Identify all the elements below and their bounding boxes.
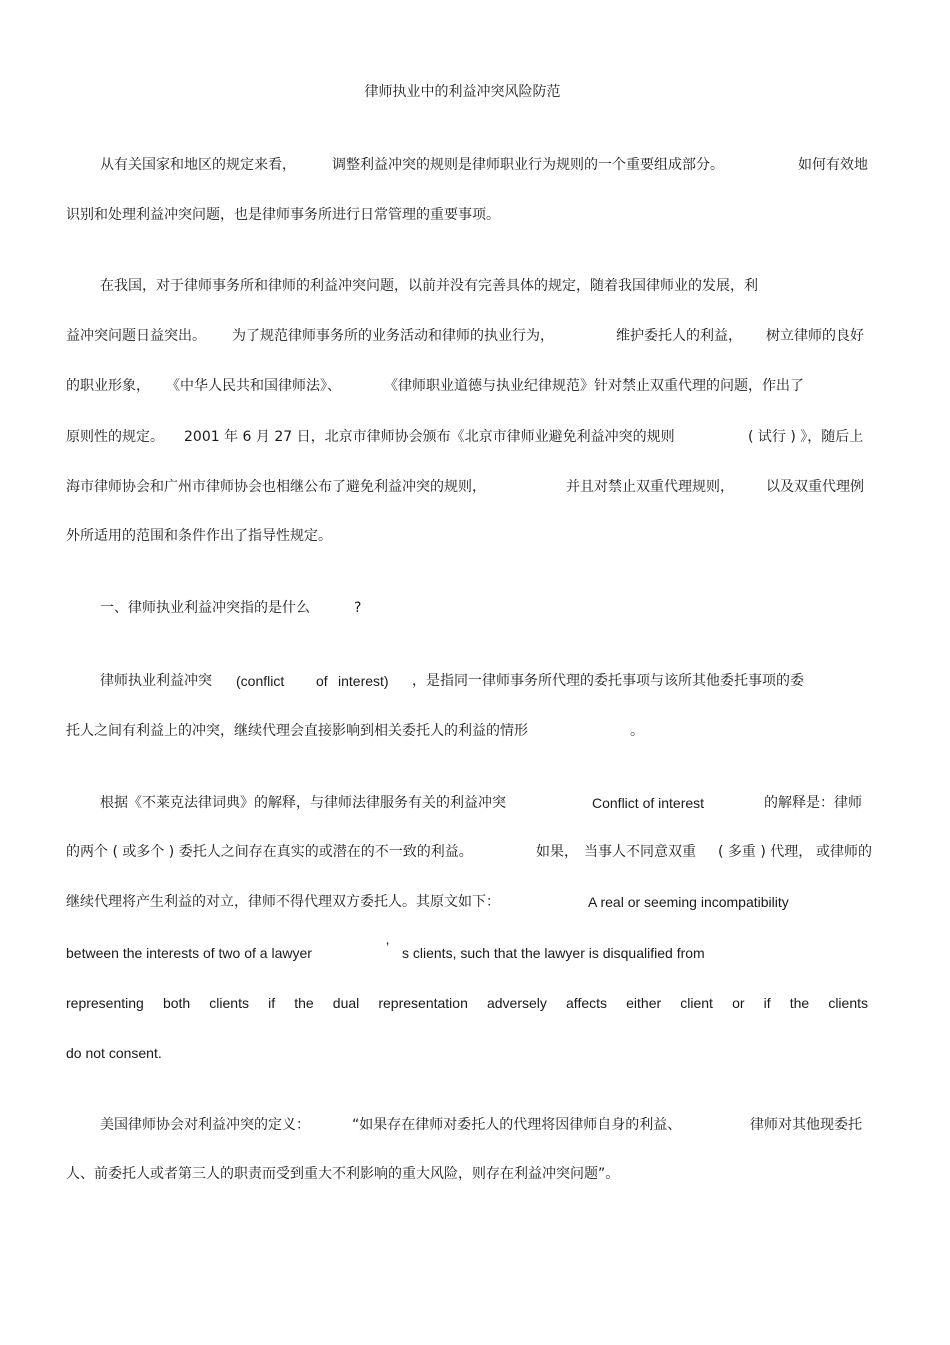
text-span: of [316, 673, 328, 689]
text-span: ( 多重 ) 代理， [718, 844, 813, 860]
word: both [162, 995, 191, 1011]
text-span: 如何有效地 [798, 157, 868, 173]
paragraph-5-line-2: 人、前委托人或者第三人的职责而受到重大不利影响的重大风险，则存在利益冲突问题”。 [66, 1166, 620, 1182]
word: dual [332, 995, 360, 1011]
word: adversely [486, 995, 547, 1011]
text-span: Conflict of interest [592, 795, 705, 811]
text-span: ，是指同一律师事务所代理的委托事项与该所其他委托事项的委 [412, 673, 804, 689]
text-span: ( 试行 ) 》，随后上 [748, 429, 864, 445]
text-span: 律师执业利益冲突 [100, 673, 212, 689]
text-span: 以及双重代理例 [766, 479, 864, 495]
text-span: 海市律师协会和广州市律师协会也相继公布了避免利益冲突的规则， [66, 479, 486, 495]
word: affects [566, 995, 608, 1011]
text-span: 的解释是：律师 [764, 795, 862, 811]
text-span: 。 [630, 723, 644, 739]
paragraph-2-line-6: 外所适用的范围和条件作出了指导性规定。 [66, 528, 332, 544]
heading-question-mark: ? [354, 600, 362, 616]
word: either [626, 995, 662, 1011]
paragraph-4-line-6: do not consent. [66, 1045, 162, 1061]
text-span: 美国律师协会对利益冲突的定义： [100, 1117, 310, 1133]
heading-text: 一、律师执业利益冲突指的是什么 [100, 600, 310, 616]
text-span: 的两个 ( 或多个 ) 委托人之间存在真实的或潜在的不一致的利益。 [66, 844, 473, 860]
text-span: 根据《不莱克法律词典》的解释，与律师法律服务有关的利益冲突 [100, 795, 506, 811]
text-span: (conflict [236, 673, 285, 689]
text-span: s clients, such that the lawyer is disqualified from [402, 945, 705, 961]
text-span: 原则性的规定。 [66, 429, 164, 445]
text-span: 《中华人民共和国律师法》、 [166, 378, 341, 394]
text-span: 《律师职业道德与执业纪律规范》针对禁止双重代理的问题，作出了 [384, 378, 804, 394]
word: or [732, 995, 745, 1011]
text-span: 并且对禁止双重代理规则， [566, 479, 734, 495]
text-span: 从有关国家和地区的规定来看， [100, 157, 296, 173]
word: clients [209, 995, 249, 1011]
text-span: between the interests of two of a lawyer [66, 945, 312, 961]
word: clients [828, 995, 868, 1011]
paragraph-4-line-5 [66, 993, 868, 1013]
text-span: 的职业形象， [66, 378, 150, 394]
word: if [268, 995, 276, 1011]
text-span: 为了规范律师事务所的业务活动和律师的执业行为， [232, 328, 554, 344]
word: if [763, 995, 771, 1011]
text-span: 树立律师的良好 [766, 328, 864, 344]
word: representation [378, 995, 468, 1011]
text-span: A real or seeming incompatibility [588, 894, 789, 910]
text-span: 律师对其他现委托 [750, 1117, 862, 1133]
text-span: 如果， [536, 844, 578, 860]
text-span: 益冲突问题日益突出。 [66, 328, 206, 344]
text-span: 2001 年 6 月 27 日，北京市律师协会颁布《北京市律师业避免利益冲突的规则 [184, 429, 675, 445]
paragraph-1-line-2: 识别和处理利益冲突问题，也是律师事务所进行日常管理的重要事项。 [66, 207, 500, 223]
word: the [294, 995, 314, 1011]
document-title: 律师执业中的利益冲突风险防范 [364, 84, 561, 100]
text-span: 调整利益冲突的规则是律师职业行为规则的一个重要组成部分。 [332, 157, 724, 173]
text-span: 继续代理将产生利益的对立，律师不得代理双方委托人。其原文如下： [66, 894, 500, 910]
text-span: 维护委托人的利益， [616, 328, 742, 344]
text-span: interest) [338, 673, 389, 689]
text-span: 或律师的 [816, 844, 872, 860]
paragraph-2-line-1: 在我国，对于律师事务所和律师的利益冲突问题，以前并没有完善具体的规定，随着我国律师业的发展，利 [100, 278, 758, 294]
text-span: “如果存在律师对委托人的代理将因律师自身的利益、 [352, 1117, 682, 1133]
text-span: 当事人不同意双重 [584, 844, 696, 860]
text-span: 托人之间有利益上的冲突，继续代理会直接影响到相关委托人的利益的情形 [66, 723, 528, 739]
word: the [789, 995, 810, 1011]
word: representing [66, 995, 144, 1011]
text-span: ’ [386, 939, 390, 955]
word: client [680, 995, 713, 1011]
